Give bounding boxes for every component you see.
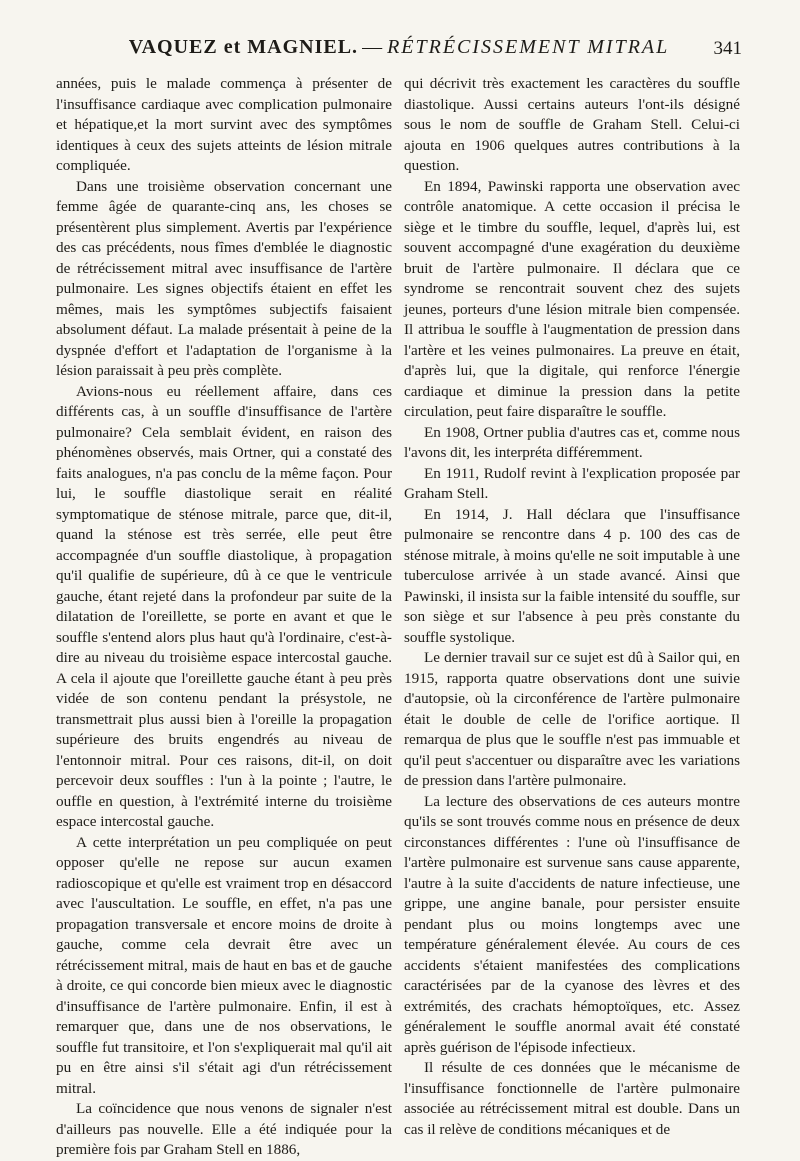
left-column: [56, 74, 392, 1158]
paragraph: Le dernier travail sur ce sujet est dû à Sailor qui, en 1915, rapporta quatre observations dont une suivie d'autopsie, où la circonférence de l'artère pulmonaire était le double de celle de l'orifice aortique. Il remarqua de plus que le souffle n'est pas immuable et qu'il peut s'accentuer ou disparaître avec les variations de pression dans l'artère pulmonaire.: [404, 649, 740, 789]
paragraph: La coïncidence que nous venons de signaler n'est d'ailleurs pas nouvelle. Elle a été indiquée pour la première fois par Graham Stell en 1886,: [56, 1100, 392, 1158]
header-title: RÉTRÉCISSEMENT MITRAL: [387, 36, 670, 58]
paragraph: Dans une troisième observation concernant une femme âgée de quarante-cinq ans, les choses se présentèrent plus simplement. Avertis par l'expérience des cas précédents, nous fîmes d'emblée le diagnostic de rétrécissement mitral avec insuffisance de l'artère pulmonaire. Les signes objectifs étaient en effet les mêmes, mais les symptômes subjectifs faisaient absolument défaut. La malade présentait à peine de la dyspnée d'effort et l'adaptation de l'organisme à la lésion paraissait à peu près complète.: [56, 177, 392, 379]
paragraph: A cette interprétation un peu compliquée on peut opposer qu'elle ne repose sur aucun examen radioscopique et qu'elle est vraiment trop en désaccord avec l'auscultation. Le souffle, en effet, n'a pas une propagation transversale et encore moins de droite à gauche, comme cela devrait être avec un rétrécissement mitral, mais de haut en bas et de gauche à droite, ce qui concorde bien mieux avec le diagnostic d'insuffisance de l'artère pulmonaire. Enfin, il est à remarquer que, dans une de nos observations, le souffle fut transitoire, et l'on s'expliquerait mal qu'il ait pu en être ainsi s'il s'était agi d'un rétrécissement mitral.: [56, 833, 392, 1097]
paragraph: En 1894, Pawinski rapporta une observation avec contrôle anatomique. A cette occasion il précisa le siège et le timbre du souffle, lequel, d'après lui, est souvent accompagné d'une exagération du deuxième bruit de l'artère pulmonaire. Il déclara que ce syndrome se rencontrait souvent chez des sujets jeunes, porteurs d'une lésion mitrale bien compensée. Il attribua le souffle à l'augmentation de pression dans l'artère et les veines pulmonaires. La preuve en était, d'après lui, que la digitale, qui renforce l'énergie cardiaque et diminue la pression dans la petite circulation, peut faire disparaître le souffle.: [404, 177, 740, 420]
right-column: [404, 74, 740, 1138]
paragraph: Avions-nous eu réellement affaire, dans ces différents cas, à un souffle d'insuffisance de l'artère pulmonaire? Cela semblait évident, en raison des phénomènes observés, mais Ortner, qui a constaté des faits analogues, n'a pas conclu de la même façon. Pour lui, le souffle diastolique serait en réalité symptomatique de sténose mitrale, parce que, dit-il, quand la sténose est très serrée, elle peut être accompagnée d'un souffle diastolique, à propagation qu'il qualifie de supérieure, dû à ce que le ventricule gauche, étant rejeté dans la profondeur par suite de la dilatation de l'oreillette, se porte en avant et que le souffle s'entend alors plus haut qu'à l'ordinaire, c'est-à-dire au niveau du troisième espace intercostal gauche. A cela il ajoute que l'oreillette gauche étant à peu près vidée de son contenu pendant la présystole, ne transmettrait plus aussi bien à l'oreille la propagation supérieure des bruits engendrés au niveau de l'entonnoir mitral. Pour ces raisons, dit-il, on doit percevoir deux souffles : l'un à la pointe ; l'autre, le ouffle en question, à l'extrémité interne du troisième espace intercostal gauche.: [56, 382, 392, 830]
running-title: [56, 36, 742, 59]
running-header: [56, 36, 742, 68]
header-authors: VAQUEZ et MAGNIEL.: [128, 36, 359, 58]
header-separator: —: [362, 36, 384, 58]
paragraph: En 1911, Rudolf revint à l'explication proposée par Graham Stell.: [404, 464, 740, 502]
paragraph: qui décrivit très exactement les caractères du souffle diastolique. Aussi certains auteurs l'ont-ils désigné sous le nom de souffle de Graham Stell. Celui-ci ajouta en 1906 quelques autres contributions à la question.: [404, 75, 740, 174]
paragraph: années, puis le malade commença à présenter de l'insuffisance cardiaque avec complication pulmonaire et hépatique,et la mort survint avec des symptômes identiques à ceux des sujets atteints de lésion mitrale compliquée.: [56, 75, 392, 174]
page-number: 341: [713, 38, 742, 59]
paragraph: La lecture des observations de ces auteurs montre qu'ils se sont trouvés comme nous en présence de deux circonstances différentes : l'une où l'insuffisance de l'artère pulmonaire est survenue sans cause apparente, l'autre à la suite d'accidents de nature infectieuse, une grippe, une angine banale, pour persister ensuite pendant plus ou moins longtemps avec une température généralement élevée. Au cours de ces accidents s'étaient manifestées des complications caractérisées par de la cyanose des lèvres et des extrémités, des crachats hémoptoïques, etc. Assez généralement le souffle anormal avait été constaté après guérison de l'épisode infectieux.: [404, 792, 740, 1056]
paragraph: Il résulte de ces données que le mécanisme de l'insuffisance fonctionnelle de l'artère pulmonaire associée au rétrécissement mitral est double. Dans un cas il relève de conditions mécaniques et de: [404, 1059, 740, 1138]
paragraph: En 1914, J. Hall déclara que l'insuffisance pulmonaire se rencontre dans 4 p. 100 des cas de sténose mitrale, à moins qu'elle ne soit imputable à une tuberculose arrivée à un stade avancé. Ainsi que Pawinski, il insista sur la faible intensité du souffle, sur son siège et sur l'absence à peu près constante du souffle systolique.: [404, 505, 740, 646]
paragraph: En 1908, Ortner publia d'autres cas et, comme nous l'avons dit, les interpréta différemment.: [404, 423, 740, 461]
